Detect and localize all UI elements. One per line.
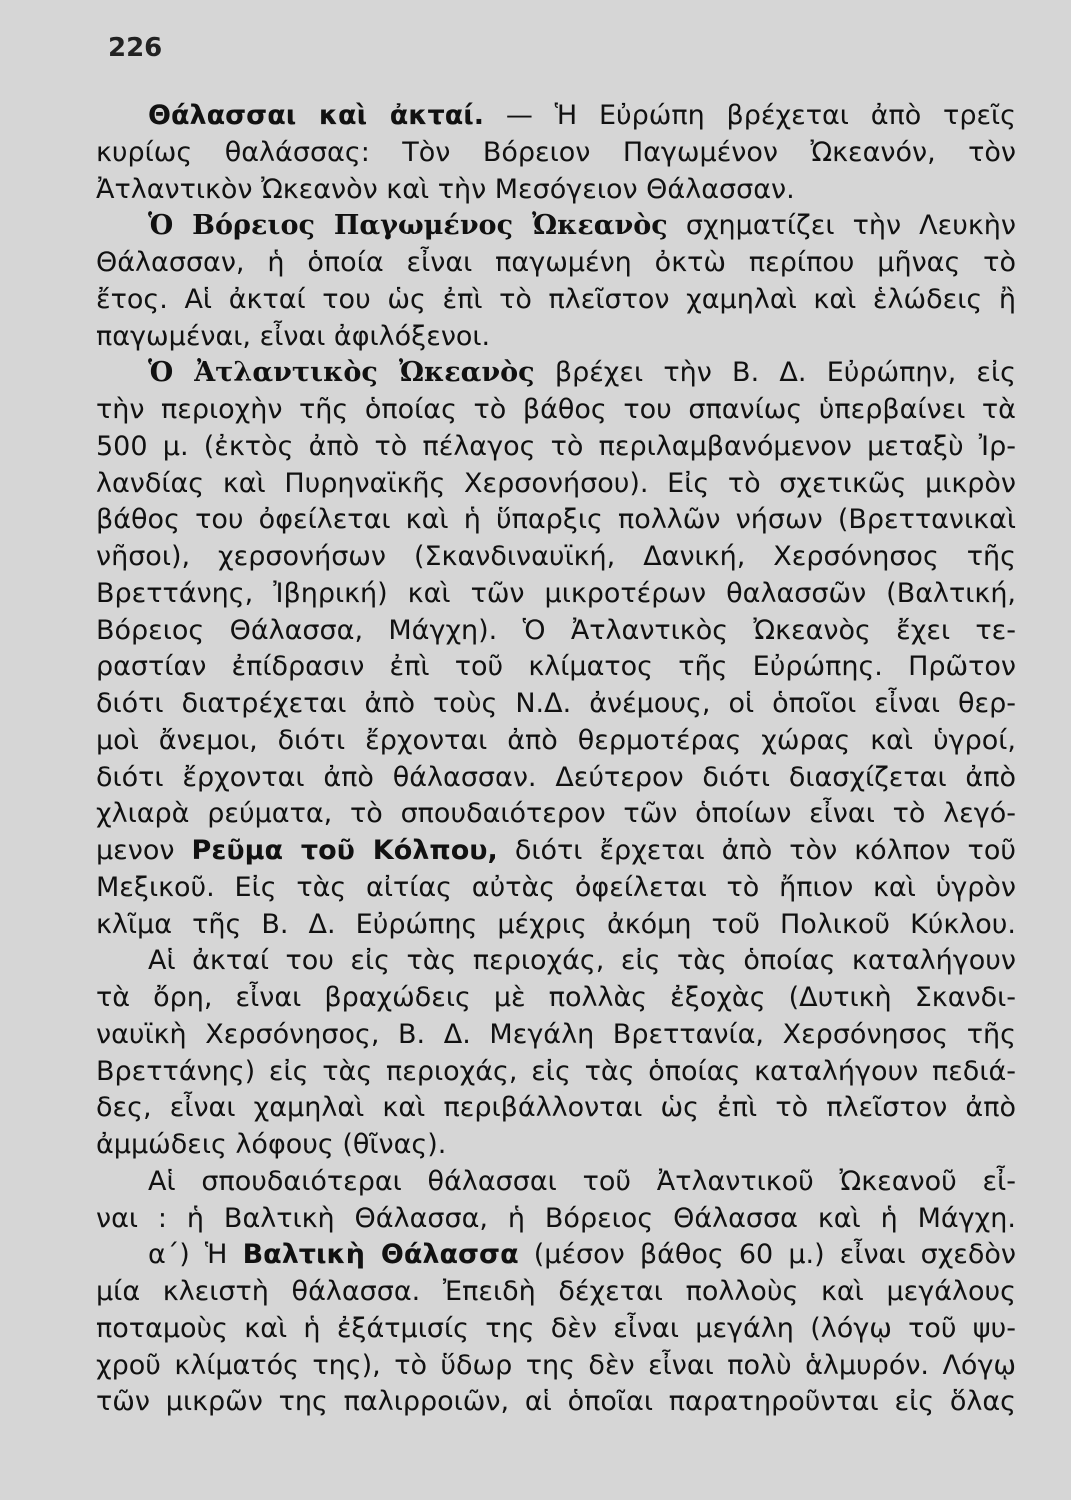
line-text: Μεξικοῦ. Εἰς τὰς αἰτίας αὐτὰς ὀφείλεται τὸ ἤπιον καὶ ὑγρὸν bbox=[96, 871, 1016, 903]
emphasized-text: Θάλασσαι καὶ ἀκταί. bbox=[148, 100, 485, 131]
text-line bbox=[96, 1054, 1016, 1091]
text-line bbox=[96, 172, 1016, 209]
text-line bbox=[96, 1274, 1016, 1311]
text-line bbox=[96, 98, 1016, 135]
line-text: διότι ἔρχεται ἀπὸ τὸν κόλπον τοῦ bbox=[497, 835, 1016, 866]
line-text: Βρεττάνης) εἰς τὰς περιοχάς, εἰς τὰς ὁποίας καταλήγουν πεδιά- bbox=[96, 1055, 1016, 1087]
text-line bbox=[96, 833, 1016, 870]
emphasized-text: Ρεῦμα τοῦ Κόλπου, bbox=[191, 835, 498, 866]
text-line bbox=[96, 135, 1016, 172]
line-text: βάθος του ὀφείλεται καὶ ἡ ὕπαρξις πολλῶν νήσων (Βρεττανικαὶ bbox=[96, 504, 1016, 536]
line-text: ἀμμώδεις λόφους (θῖνας). bbox=[96, 1129, 447, 1160]
line-text: ποταμοὺς καὶ ἡ ἐξάτμισίς της δὲν εἶναι μεγάλη (λόγῳ τοῦ ψυ- bbox=[96, 1312, 1016, 1344]
text-line bbox=[96, 1348, 1016, 1385]
line-text: ναι : ἡ Βαλτικὴ Θάλασσα, ἡ Βόρειος Θάλασσα καὶ ἡ Μάγχη. bbox=[96, 1202, 1016, 1234]
line-text: λανδίας καὶ Πυρηναϊκῆς Χερσονήσου). Εἰς τὸ σχετικῶς μικρὸν bbox=[96, 467, 1016, 499]
line-text: Αἱ σπουδαιότεραι θάλασσαι τοῦ Ἀτλαντικοῦ Ὠκεανοῦ εἶ- bbox=[148, 1165, 1016, 1197]
line-text: χροῦ κλίματός της), τὸ ὕδωρ της δὲν εἶναι πολὺ ἁλμυρόν. Λόγῳ bbox=[96, 1349, 1017, 1381]
line-text: Ἀτλαντικὸν Ὠκεανὸν καὶ τὴν Μεσόγειον Θάλασσαν. bbox=[96, 173, 795, 205]
text-line bbox=[96, 1127, 1016, 1164]
text-line bbox=[96, 1090, 1016, 1127]
line-text: τὴν περιοχὴν τῆς ὁποίας τὸ βάθος του σπανίως ὑπερβαίνει τὰ bbox=[96, 394, 1016, 425]
text-line bbox=[96, 1311, 1016, 1348]
line-text: παγωμέναι, εἶναι ἀφιλόξενοι. bbox=[96, 320, 491, 352]
text-line bbox=[96, 502, 1016, 539]
text-line bbox=[96, 1237, 1016, 1274]
text-line bbox=[96, 429, 1016, 466]
line-text: μενον bbox=[96, 835, 192, 866]
line-text: διότι ἔρχονται ἀπὸ θάλασσαν. Δεύτερον διότι διασχίζεται ἀπὸ bbox=[96, 761, 1016, 793]
text-line bbox=[96, 1201, 1016, 1238]
text-line bbox=[96, 943, 1016, 980]
line-text: Βρεττάνης, Ἰβηρική) καὶ τῶν μικροτέρων θαλασσῶν (Βαλτική, bbox=[96, 577, 1017, 609]
line-text: βρέχει τὴν Β. Δ. Εὐρώπην, εἰς bbox=[534, 357, 1016, 389]
line-text: τὰ ὄρη, εἶναι βραχώδεις μὲ πολλὰς ἐξοχὰς (Δυτικὴ Σκανδι- bbox=[96, 982, 1016, 1013]
line-text: σχηματίζει τὴν Λευκὴν bbox=[667, 210, 1016, 242]
line-text: δες, εἶναι χαμηλαὶ καὶ περιβάλλονται ὡς ἐπὶ τὸ πλεῖστον ἀπὸ bbox=[96, 1092, 1016, 1124]
emphasized-text: Βαλτικὴ Θάλασσα bbox=[242, 1239, 519, 1271]
line-text: ραστίαν ἐπίδρασιν ἐπὶ τοῦ κλίματος τῆς Εὐρώπης. Πρῶτον bbox=[96, 651, 1017, 683]
text-line bbox=[96, 1164, 1016, 1201]
body-text bbox=[96, 98, 1016, 1421]
emphasized-text: Ὁ Ἀτλαντικὸς Ὠκεανὸς bbox=[148, 357, 535, 389]
line-text: α΄) Ἡ bbox=[148, 1239, 243, 1271]
line-text: διότι διατρέχεται ἀπὸ τοὺς Ν.Δ. ἀνέμους, οἱ ὁποῖοι εἶναι θερ- bbox=[96, 688, 1017, 719]
line-text: τῶν μικρῶν της παλιρροιῶν, αἱ ὁποῖαι παρατηροῦνται εἰς ὅλας bbox=[96, 1386, 1017, 1418]
line-text: νῆσοι), χερσονήσων (Σκανδιναυϊκή, Δανική, Χερσόνησος τῆς bbox=[96, 541, 1016, 572]
text-line bbox=[96, 796, 1016, 833]
line-text: Αἱ ἀκταί του εἰς τὰς περιοχάς, εἰς τὰς ὁποίας καταλήγουν bbox=[148, 945, 1016, 977]
line-text: κλῖμα τῆς Β. Δ. Εὐρώπης μέχρις ἀκόμη τοῦ Πολικοῦ Κύκλου. bbox=[96, 908, 1017, 940]
text-line bbox=[96, 723, 1016, 760]
line-text: — Ἡ Εὐρώπη βρέχεται ἀπὸ τρεῖς bbox=[484, 100, 1017, 131]
page-number: 226 bbox=[108, 33, 163, 63]
text-line bbox=[96, 907, 1016, 944]
text-line bbox=[96, 355, 1016, 392]
text-line bbox=[96, 649, 1016, 686]
line-text: Βόρειος Θάλασσα, Μάγχη). Ὁ Ἀτλαντικὸς Ὠκεανὸς ἔχει τε- bbox=[96, 614, 1017, 646]
line-text: μία κλειστὴ θάλασσα. Ἐπειδὴ δέχεται πολλοὺς καὶ μεγάλους bbox=[96, 1276, 1017, 1307]
text-line bbox=[96, 1017, 1016, 1054]
line-text: Θάλασσαν, ἡ ὁποία εἶναι παγωμένη ὀκτὼ περίπου μῆνας τὸ bbox=[96, 247, 1016, 278]
text-line bbox=[96, 208, 1016, 245]
line-text: κυρίως θαλάσσας: Τὸν Βόρειον Παγωμένον Ὠκεανόν, τὸν bbox=[96, 136, 1016, 168]
text-line bbox=[96, 760, 1016, 797]
text-line bbox=[96, 686, 1016, 723]
line-text: ναυϊκὴ Χερσόνησος, Β. Δ. Μεγάλη Βρεττανία, Χερσόνησος τῆς bbox=[96, 1018, 1016, 1050]
line-text: μοὶ ἄνεμοι, διότι ἔρχονται ἀπὸ θερμοτέρας χώρας καὶ ὑγροί, bbox=[96, 724, 1016, 756]
text-line bbox=[96, 613, 1016, 650]
emphasized-text: Ὁ Βόρειος Παγωμένος Ὠκεανὸς bbox=[148, 210, 668, 242]
line-text: 500 μ. (ἐκτὸς ἀπὸ τὸ πέλαγος τὸ περιλαμβανόμενον μεταξὺ Ἰρ- bbox=[96, 430, 1016, 462]
text-line bbox=[96, 319, 1016, 356]
text-line bbox=[96, 245, 1016, 282]
text-line bbox=[96, 1384, 1016, 1421]
line-text: (μέσον βάθος 60 μ.) εἶναι σχεδὸν bbox=[518, 1239, 1017, 1271]
text-line bbox=[96, 539, 1016, 576]
text-line bbox=[96, 980, 1016, 1017]
text-line bbox=[96, 870, 1016, 907]
text-line bbox=[96, 466, 1016, 503]
line-text: ἔτος. Αἱ ἀκταί του ὡς ἐπὶ τὸ πλεῖστον χαμηλαὶ καὶ ἑλώδεις ἢ bbox=[96, 283, 1016, 315]
line-text: χλιαρὰ ρεύματα, τὸ σπουδαιότερον τῶν ὁποίων εἶναι τὸ λεγό- bbox=[96, 798, 1017, 830]
text-line bbox=[96, 392, 1016, 429]
text-line bbox=[96, 282, 1016, 319]
text-line bbox=[96, 576, 1016, 613]
